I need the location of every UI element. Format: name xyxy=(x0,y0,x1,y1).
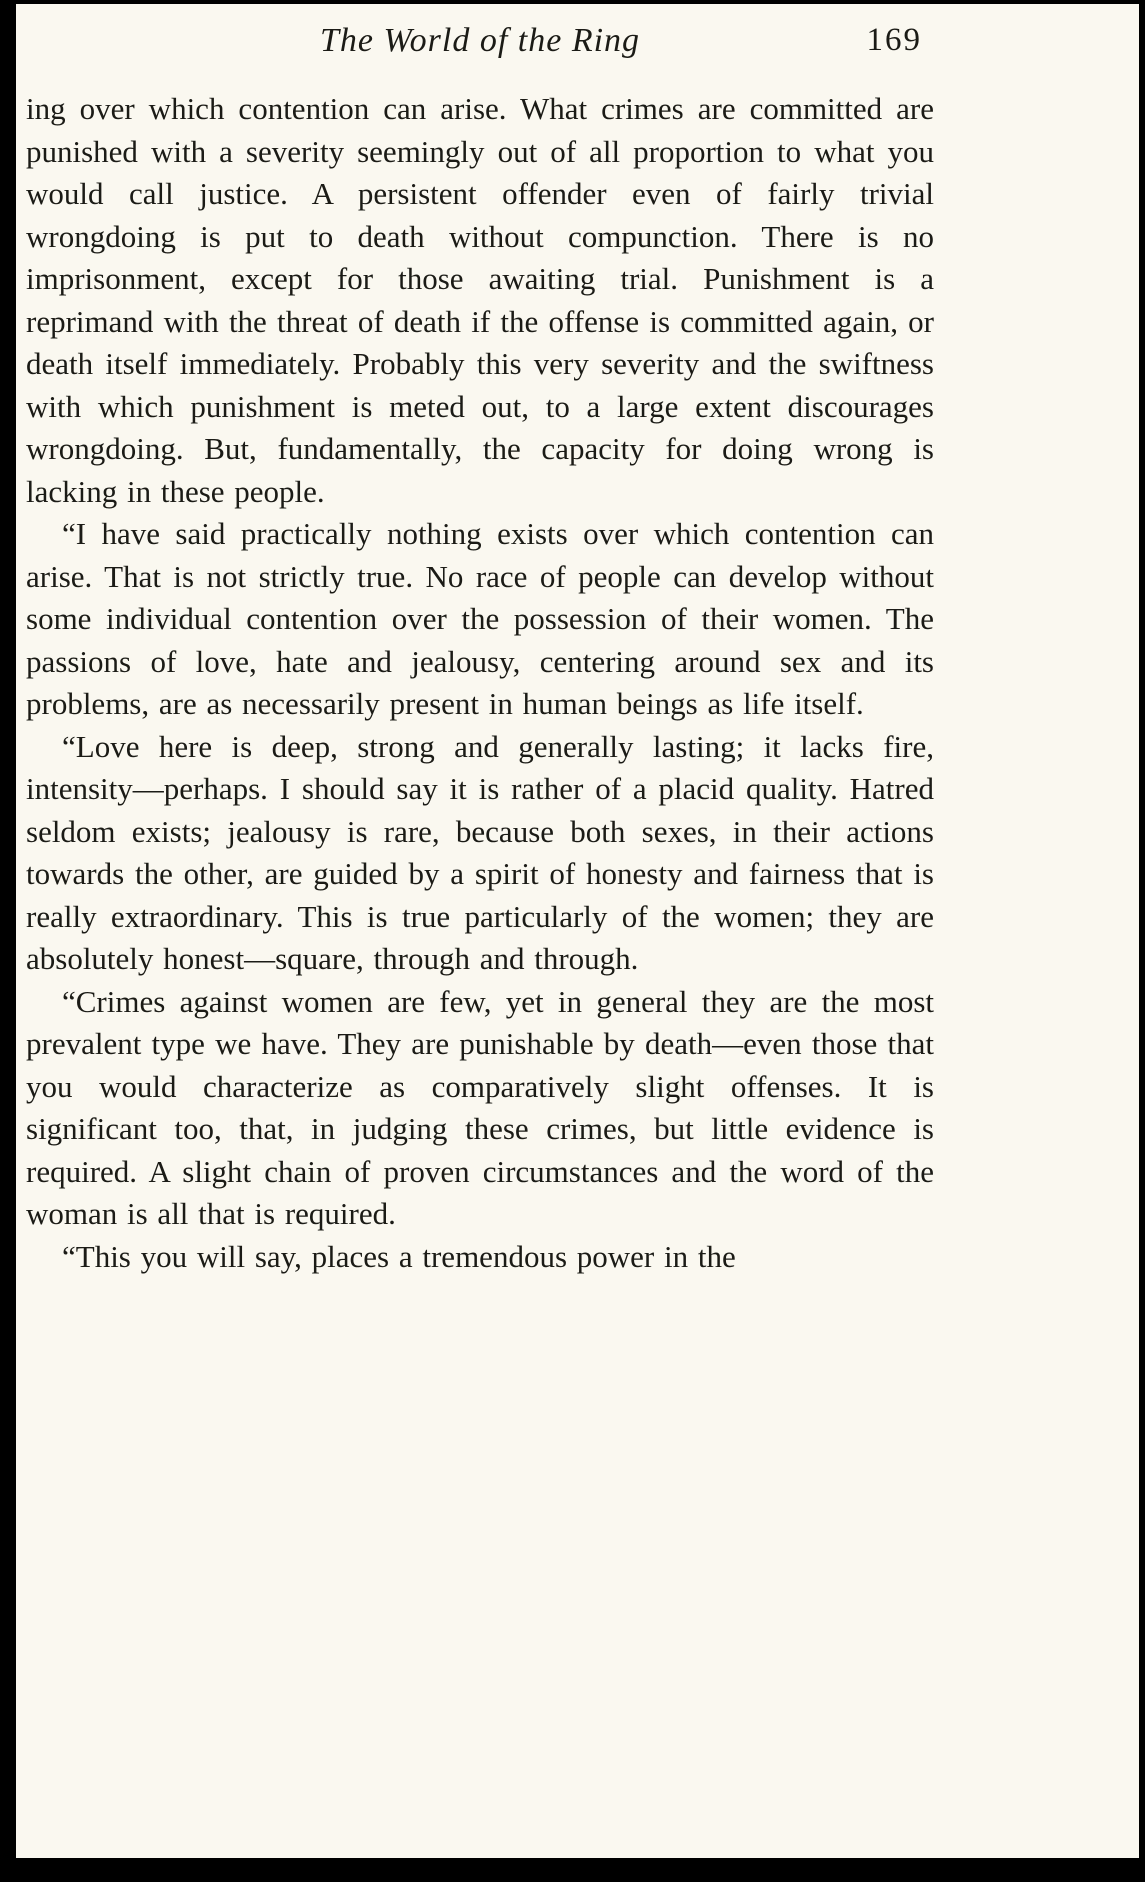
paragraph-1: ing over which contention can arise. What crimes are committed are punished with a severity seemingly out of all proportion to what you would call justice. A persistent offender even of fairly trivial wrongdoing is put to death without compunction. There is no imprisonment, except for those awaiting trial. Punishment is a reprimand with the threat of death if the offense is committed again, or death itself immediately. Probably this very severity and the swiftness with which punishment is meted out, to a large extent discourages wrongdoing. But, fundamentally, the capacity for doing wrong is lacking in these people. xyxy=(26,91,934,509)
book-page xyxy=(16,4,1139,1858)
paragraph-2: “I have said practically nothing exists over which contention can arise. That is not strictly true. No race of people can develop without some individual contention over the possession of their women. The passions of love, hate and jealousy, centering around sex and its problems, are as necessarily present in human beings as life itself. xyxy=(26,516,934,721)
running-title: The World of the Ring xyxy=(319,22,641,59)
page-number: 169 xyxy=(866,22,922,58)
paragraph-3: “Love here is deep, strong and generally lasting; it lacks fire, intensity—perhaps. I should say it is rather of a placid quality. Hatred seldom exists; jealousy is rare, because both sexes, in their actions towards the other, are guided by a spirit of honesty and fairness that is really extraordinary. This is true particularly of the women; they are absolutely honest—square, through and through. xyxy=(26,728,934,976)
page-content xyxy=(26,88,934,1278)
paragraph-5: “This you will say, places a tremendous power in the xyxy=(62,1238,736,1274)
paragraph-4: “Crimes against women are few, yet in general they are the most prevalent type we have. They are punishable by death—even those that you would characterize as comparatively slight offenses. It is significant too, that, in judging these crimes, but little evidence is required. A slight chain of proven circumstances and the word of the woman is all that is required. xyxy=(26,983,934,1231)
page-header xyxy=(26,16,934,74)
